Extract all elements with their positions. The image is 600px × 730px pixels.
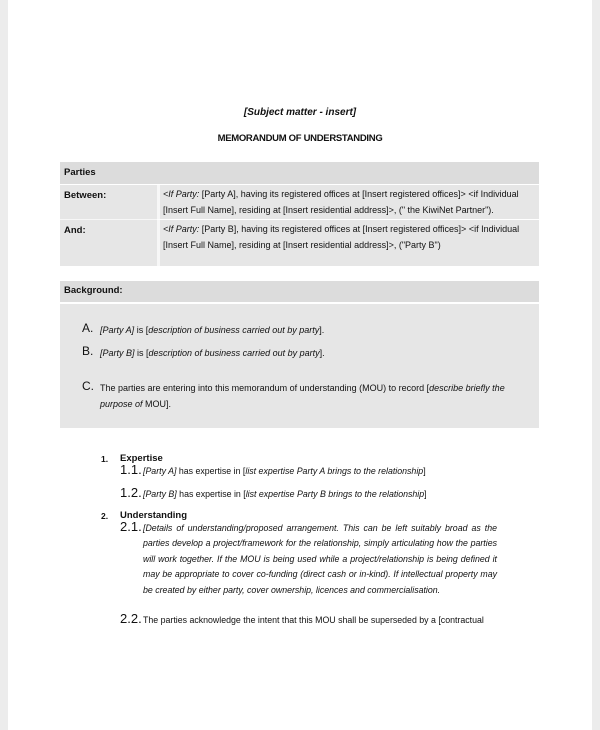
section-number: 2. bbox=[101, 511, 109, 521]
item-letter: A. bbox=[82, 321, 94, 335]
item-text-part: The parties are entering into this memorandum of understanding (MOU) to record [ bbox=[100, 383, 430, 393]
item-text-placeholder: description of business carried out by party bbox=[148, 348, 320, 358]
subsection-number: 1.1. bbox=[120, 462, 142, 477]
between-text-tail: [Insert Full Name], residing at [Insert residential address]>, (" the KiwiNet Partner"). bbox=[163, 204, 494, 215]
item-text bbox=[100, 345, 537, 361]
item-text-part: is [ bbox=[134, 348, 149, 358]
subsection-number: 2.2. bbox=[120, 611, 142, 626]
item-letter: B. bbox=[82, 344, 94, 358]
document-title: MEMORANDUM OF UNDERSTANDING bbox=[217, 133, 383, 144]
item-text-part: ] bbox=[424, 489, 427, 499]
and-text-tail: [Insert Full Name], residing at [Insert residential address]>, ("Party B") bbox=[163, 239, 441, 250]
item-text-part: ]. bbox=[319, 348, 325, 358]
background-body bbox=[60, 304, 539, 428]
item-text-placeholder: list expertise Party B brings to the relationship bbox=[245, 489, 425, 499]
subsection-text bbox=[143, 464, 497, 479]
item-letter: C. bbox=[82, 379, 94, 393]
background-heading: Background: bbox=[60, 281, 539, 302]
parties-heading: Parties bbox=[60, 162, 539, 184]
item-text-placeholder: description of business carried out by party bbox=[148, 325, 320, 335]
subject-line: [Subject matter - insert] bbox=[243, 107, 357, 118]
subsection-text: The parties acknowledge the intent that this MOU shall be superseded by a [contractual bbox=[143, 615, 484, 625]
item-text-part: has expertise in [ bbox=[176, 489, 246, 499]
item-text-part: is [ bbox=[134, 325, 149, 335]
item-text-part: ] bbox=[423, 466, 426, 476]
between-text bbox=[160, 185, 539, 219]
party-name: [Party B] bbox=[100, 348, 135, 358]
section-title: Expertise bbox=[120, 453, 163, 464]
item-text bbox=[100, 322, 537, 338]
item-text bbox=[100, 380, 537, 412]
and-text-main: [Party B], having its registered offices at [Insert registered offices]> <if Individual bbox=[199, 224, 520, 234]
item-text-part: ]. bbox=[319, 325, 325, 335]
item-text-part: MOU bbox=[142, 399, 167, 409]
subsection-text bbox=[143, 487, 497, 502]
item-text-placeholder: list expertise Party A brings to the relationship bbox=[245, 466, 424, 476]
party-name: [Party B] bbox=[143, 489, 177, 499]
and-text bbox=[160, 220, 539, 266]
subsection-number: 1.2. bbox=[120, 485, 142, 500]
item-text-part: has expertise in [ bbox=[176, 466, 246, 476]
section-number: 1. bbox=[101, 454, 109, 464]
between-text-prefix: <If Party: bbox=[163, 189, 200, 199]
between-label: Between: bbox=[60, 185, 157, 219]
item-text-placeholder: describe briefly the purpose of bbox=[100, 383, 505, 409]
subsection-text: [Details of understanding/proposed arrangement. This can be left suitably broad as the parties develop a project/framework for the relationship, simply articulating how the parties will work together. If the MOU is being used while a project/relationship is being defined it may be appropriate to cover co-funding (direct cash or in-kind). If intellectual property may be created by either party, cover ownership, licences and commercialisation. bbox=[143, 523, 497, 595]
subsection-number: 2.1. bbox=[120, 519, 142, 534]
and-text-prefix: <If Party: bbox=[163, 224, 200, 234]
section-title: Understanding bbox=[120, 510, 188, 521]
party-name: [Party A] bbox=[100, 325, 135, 335]
item-text-part: ]. bbox=[166, 399, 172, 409]
party-name: [Party A] bbox=[143, 466, 177, 476]
and-label: And: bbox=[60, 220, 157, 266]
between-text-main: [Party A], having its registered offices at [Insert registered offices]> <if Individual bbox=[199, 189, 519, 199]
